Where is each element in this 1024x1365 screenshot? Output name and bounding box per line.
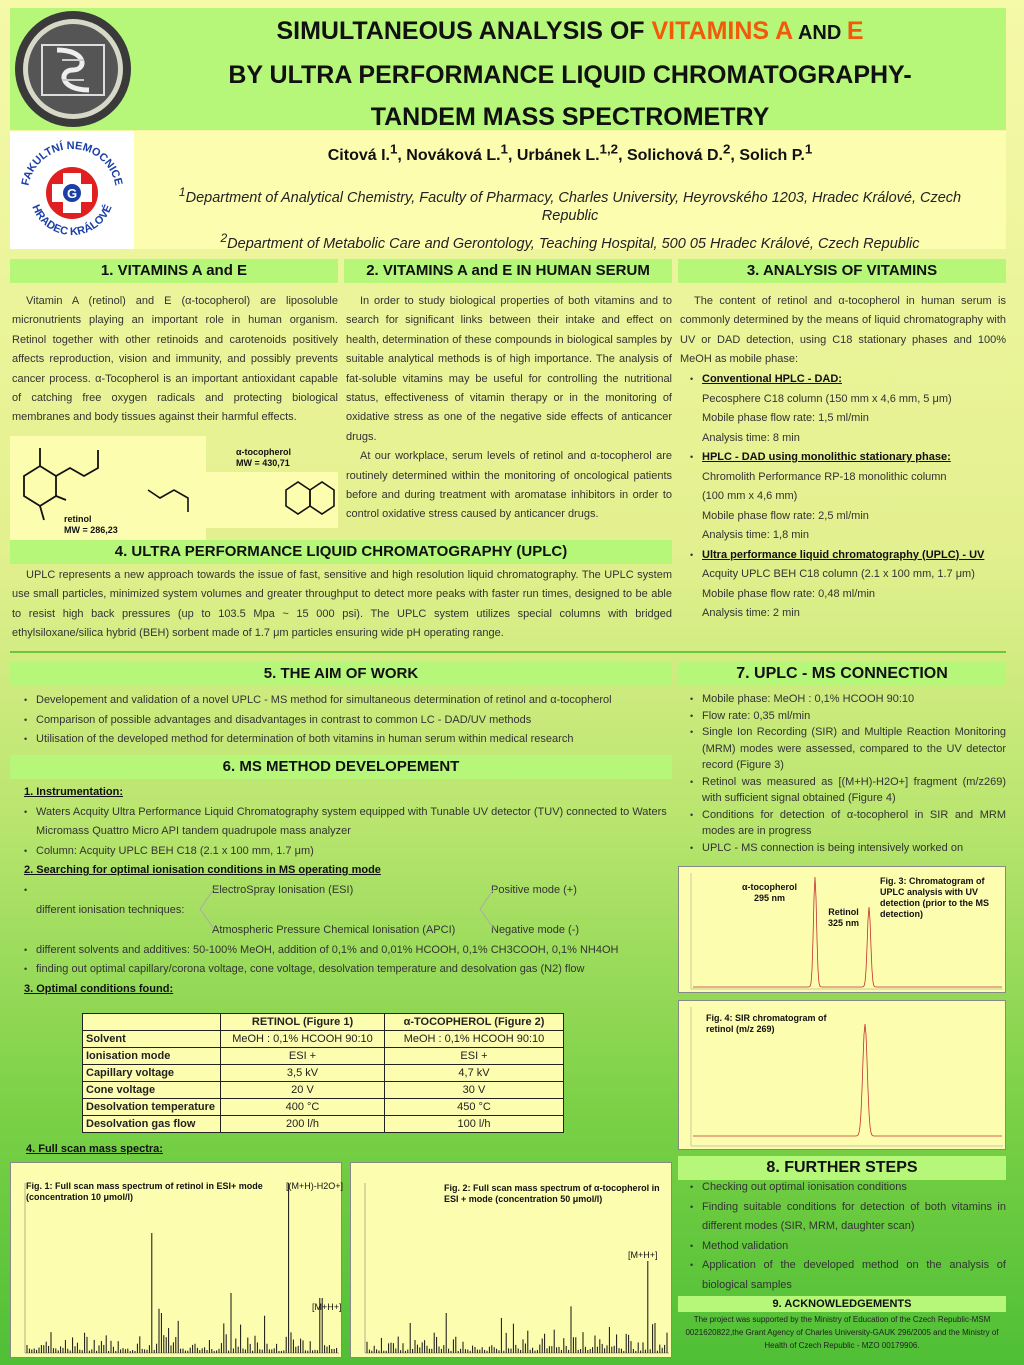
table-row: Cone voltage 20 V 30 V [83, 1082, 564, 1099]
section-8-header: 8. FURTHER STEPS [678, 1156, 1006, 1180]
divider [10, 651, 1006, 653]
hplc-monolithic-item: • HPLC - DAD using monolithic stationary phase: Chromolith Performance RP-18 monolithic column (100 mm x 4,6 mm) Mobile phase flow rate: 2,5 ml/min Analysis time: 1,8 min [690, 448, 1006, 546]
svg-text:FAKULTNÍ NEMOCNICE: FAKULTNÍ NEMOCNICE [19, 139, 125, 187]
table-row: Desolvation temperature 400 °C 450 °C [83, 1099, 564, 1116]
step-item: • Finding suitable conditions for detection of both vitamins in different modes (SIR, MRM, daughter scan) [690, 1198, 1006, 1237]
ms-item: • Conditions for detection of α-tocopherol in SIR and MRM modes are in progress [690, 807, 1006, 840]
hplc-dad-item: • Conventional HPLC - DAD: Pecosphere C18 column (150 mm x 4,6 mm, 5 μm) Mobile phase flow rate: 1,5 ml/min Analysis time: 8 min [690, 370, 1006, 448]
ms-method-list [24, 783, 674, 999]
table-row: Ionisation mode ESI + ESI + [83, 1048, 564, 1065]
table-row: Solvent MeOH : 0,1% HCOOH 90:10 MeOH : 0,1% HCOOH 90:10 [83, 1031, 564, 1048]
affiliations [150, 183, 990, 253]
instrument-item: • Waters Acquity Ultra Performance Liquid Chromatography system equipped with Tunable UV detector (TUV) connected to Waters Micromass Quattro Micro API tandem quadrupole mass analyzer [24, 803, 674, 842]
tocopherol-structure [142, 472, 338, 528]
table-row: Desolvation gas flow 200 l/h 100 l/h [83, 1116, 564, 1133]
table-row: Capillary voltage 3,5 kV 4,7 kV [83, 1065, 564, 1082]
ionisation-heading: 2. Searching for optimal ionisation conditions in MS operating mode [24, 864, 381, 876]
instrumentation-heading: 1. Instrumentation: [24, 786, 124, 798]
step-item: • Checking out optimal ionisation conditions [690, 1178, 1006, 1198]
title-line-3: TANDEM MASS SPECTROMETRY [370, 103, 770, 131]
section-5-header: 5. THE AIM OF WORK [10, 662, 672, 686]
ms-item: • Single Ion Recording (SIR) and Multiple Reaction Monitoring (MRM) modes were assessed, compared to the UV detector record (Figure 3) [690, 724, 1006, 774]
section-3-intro: The content of retinol and α-tocopherol in human serum is commonly determined by the means of liquid chromatography with UV or DAD detection, using C18 stationary phases and 100% MeOH as mobile phase: [680, 295, 1006, 366]
poster-title [140, 10, 1000, 138]
figure-3-caption: Fig. 3: Chromatogram of UPLC analysis with UV detection (prior to the MS detection) [880, 876, 989, 919]
aim-item: • Comparison of possible advantages and disadvantages in contrast to common LC - DAD/UV methods [24, 711, 674, 731]
step-item: • Method validation [690, 1237, 1006, 1257]
section-7-header: 7. UPLC - MS CONNECTION [678, 662, 1006, 686]
affiliation-1: $^1$Department of Analytical Chemistry, Faculty of Pharmacy, Charles University, Heyrovského 1203, Hradec Králové, Czech Republic [178, 185, 962, 224]
section-3-header: 3. ANALYSIS OF VITAMINS [678, 259, 1006, 283]
ms-item: • UPLC - MS connection is being intensively worked on [690, 840, 1006, 857]
tocopherol-label: α-tocopherol MW = 430,71 [236, 447, 292, 468]
ms-item: • Mobile phase: MeOH : 0,1% HCOOH 90:10 [690, 691, 1006, 708]
svg-text:G: G [66, 186, 78, 201]
aim-item: • Developement and validation of a novel UPLC - MS method for simultaneous determination of retinol and α-tocopherol [24, 691, 674, 711]
uplc-ms-list [690, 691, 1006, 856]
aim-list [24, 691, 674, 750]
section-9-header: 9. ACKNOWLEDGEMENTS [678, 1296, 1006, 1312]
figure-3-peak1-label: α-tocopherol 295 nm [742, 882, 798, 903]
conditions-table [82, 1013, 564, 1133]
optimal-conditions-heading: 3. Optimal conditions found: [24, 982, 174, 995]
uplc-uv-item: • Ultra performance liquid chromatography (UPLC) - UV Acquity UPLC BEH C18 column (2.1 x 100 mm, 1.7 μm) Mobile phase flow rate: 0,48 ml/min Analysis time: 2 min [690, 546, 1006, 624]
section-3-list [690, 370, 1006, 624]
section-6-header: 6. MS METHOD DEVELOPEMENT [10, 755, 672, 779]
authors: Citová I.$^1$, Nováková L.$^1$, Urbánek L.$^{1,2}$, Solichová D.$^2$, Solich P.$^1$ [327, 142, 813, 165]
figure-1-peak-label-a: [(M+H)-H2O+] [286, 1181, 344, 1191]
figure-1-peak-label-b: [M+H+] [312, 1302, 342, 1312]
ionisation-techniques: • different ionisation techniques: ElectroSpray Ionisation (ESI) Atmospheric Pressure Chemical Ionisation (APCI) Positive mode (+) Negative mode (-) [24, 881, 674, 941]
section-1-header: 1. VITAMINS A and E [10, 259, 338, 283]
column-item: • Column: Acquity UPLC BEH C18 (2.1 x 100 mm, 1.7 μm) [24, 842, 674, 862]
further-steps-list [690, 1178, 1006, 1295]
figure-2-peak-label: [M+H+] [628, 1250, 658, 1260]
section-2-header: 2. VITAMINS A and E IN HUMAN SERUM [344, 259, 672, 283]
section-4-header: 4. ULTRA PERFORMANCE LIQUID CHROMATOGRAPHY (UPLC) [10, 540, 672, 564]
figure-4-caption: Fig. 4: SIR chromatogram of retinol (m/z 269) [706, 1013, 827, 1034]
section-4-text: UPLC represents a new approach towards the issue of fast, sensitive and high resolution liquid chromatography. The UPLC system use small particles, minimized system volumes and greater throughput to detect more peaks with faster run times, designed to be able to resist high back pressures (up to 103.5 Mpa ~ 15 000 psi). The UPLC system utilizes special columns with bridged ethylsiloxane/silica hybrid (BEH) sorbent made of 1.7 μm particles ensuring wide pH operating range. [12, 569, 672, 640]
ms-item: • Retinol was measured as [(M+H)-H2O+] fragment (m/z269) with sufficient signal obtained (Figure 4) [690, 774, 1006, 807]
solvents-item: • different solvents and additives: 50-100% MeOH, addition of 0,1% and 0,01% HCOOH, 0,1% CH3COOH, 0,1% NH4OH [24, 941, 674, 961]
title-line-1: SIMULTANEOUS ANALYSIS OF VITAMINS A AND E [276, 17, 864, 45]
svg-text:HRADEC KRÁLOVÉ: HRADEC KRÁLOVÉ [29, 202, 115, 239]
retinol-label: retinol MW = 286,23 [64, 514, 118, 535]
acknowledgements-text: The project was supported by the Ministry of Education of the Czech Republic-MSM 0021620822,the Grant Agency of Charles University-GAUK 296/2005 and the Ministry of Health of Czech Republic - MZO 00179906. [685, 1315, 999, 1350]
aim-item: • Utilisation of the developed method for determination of both vitamins in human serum within medical research [24, 730, 674, 750]
mass-spectra-heading: 4. Full scan mass spectra: [26, 1143, 163, 1155]
affiliation-2: $^2$Department of Metabolic Care and Gerontology, Teaching Hospital, 500 05 Hradec Králové, Czech Republic [220, 230, 920, 252]
optimisation-item: • finding out optimal capillary/corona voltage, cone voltage, desolvation temperature and desolvation gas (N2) flow [24, 960, 674, 980]
figure-1-caption: Fig. 1: Full scan mass spectrum of retinol in ESI+ mode (concentration 10 μmol/l) [26, 1181, 263, 1202]
table-header-row: RETINOL (Figure 1) α-TOCOPHEROL (Figure 2) [83, 1014, 564, 1031]
figure-2-caption: Fig. 2: Full scan mass spectrum of α-tocopherol in ESI + mode (concentration 50 μmol/l) [444, 1183, 660, 1204]
section-1-text: Vitamin A (retinol) and E (α-tocopherol) are liposoluble micronutrients playing an important role in human organism. Retinol together with other retinoids and carotenoids positively affects reproduction, vision and immunity, and possibly prevents cancer process. α-Tocopherol is an important antioxidant capable of catching free oxygen radicals and protecting biological membranes and body tissues against their harmful effects. [12, 295, 338, 424]
title-line-2: BY ULTRA PERFORMANCE LIQUID CHROMATOGRAPHY- [228, 61, 912, 89]
university-seal-icon [12, 10, 134, 128]
figure-3-peak2-label: Retinol 325 nm [828, 907, 860, 928]
ms-item: • Flow rate: 0,35 ml/min [690, 708, 1006, 725]
section-2-text: In order to study biological properties of both vitamins and to search for significant links between their intake and effect on health, determination of these compounds in biological samples by suitable analytical methods is of high importance. The analysis of fat-soluble vitamins may be useful for controlling the nutritional status, effectiveness of vitamin therapy or in the monitoring of oxidative stress as one of the negative side effects of anticancer drugs. At our workplace, serum levels of retinol and α-tocopherol are routinely determined within the monitoring of oncological patients before and during treatment with aromatase inhibitors in order to control oxidative stress caused by anticancer drugs. [346, 295, 672, 521]
hospital-logo [10, 131, 134, 249]
step-item: • Application of the developed method on the analysis of biological samples [690, 1256, 1006, 1295]
